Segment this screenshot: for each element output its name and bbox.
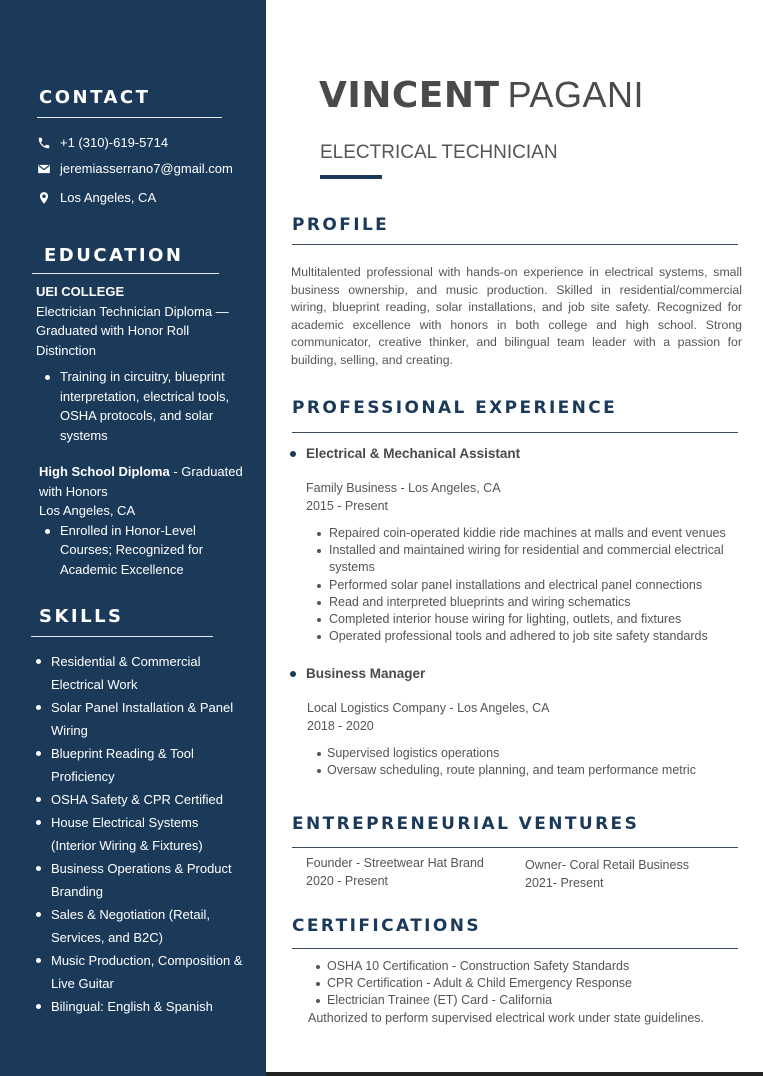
job-meta <box>290 480 750 515</box>
page-bottom-border <box>266 1072 763 1076</box>
profile-heading: PROFILE <box>292 215 390 235</box>
high-school-diploma: High School Diploma <box>39 464 170 479</box>
contact-location <box>37 190 156 205</box>
education-heading: EDUCATION <box>44 245 184 266</box>
high-school-bullets <box>36 521 244 580</box>
list-item: Operated professional tools and adhered to job site safety standards <box>290 628 750 645</box>
list-item: OSHA 10 Certification - Construction Safety Standards <box>290 958 750 975</box>
high-school-line <box>39 462 244 501</box>
list-item: Read and interpreted blueprints and wiring schematics <box>290 594 750 611</box>
high-school-details: - Graduated with Honors <box>39 464 243 499</box>
list-item: Completed interior house wiring for lighting, outlets, and fixtures <box>290 611 750 628</box>
job-entry <box>290 444 750 645</box>
profile-divider <box>292 244 738 245</box>
location-text: Los Angeles, CA <box>60 190 157 205</box>
skill-item: Music Production, Composition & Live Guitar <box>35 949 245 995</box>
skill-item: Residential & Commercial Electrical Work <box>35 650 245 696</box>
contact-heading: CONTACT <box>39 87 151 108</box>
list-item: Performed solar panel installations and electrical panel connections <box>290 577 750 594</box>
title-accent-bar <box>320 175 382 179</box>
education-divider <box>32 273 219 274</box>
job-company: Family Business - Los Angeles, CA <box>306 481 501 495</box>
job-meta <box>290 700 750 735</box>
venture-item <box>306 855 484 890</box>
last-name: PAGANI <box>507 74 644 115</box>
skills-heading: SKILLS <box>39 606 124 627</box>
job-dates: 2018 - 2020 <box>307 718 374 733</box>
job-title: Business Manager <box>290 664 750 684</box>
skill-item: House Electrical Systems (Interior Wiring & Fixtures) <box>35 811 245 857</box>
list-item: Supervised logistics operations <box>290 745 750 762</box>
first-name: VINCENT <box>319 75 500 116</box>
skill-item: Business Operations & Product Branding <box>35 857 245 903</box>
location-pin-icon <box>37 191 51 205</box>
skill-item: Bilingual: English & Spanish <box>35 995 245 1018</box>
certifications-heading: CERTIFICATIONS <box>292 916 482 936</box>
venture-role: Founder - Streetwear Hat Brand <box>306 856 484 870</box>
skill-item: OSHA Safety & CPR Certified <box>35 788 245 811</box>
job-title: ELECTRICAL TECHNICIAN <box>320 142 558 163</box>
list-item: CPR Certification - Adult & Child Emergency Response <box>290 975 750 992</box>
list-item: Enrolled in Honor-Level Courses; Recognized for Academic Excellence <box>36 521 244 580</box>
email-text: jeremiasserrano7@gmail.com <box>60 161 233 176</box>
experience-heading: PROFESSIONAL EXPERIENCE <box>292 398 618 418</box>
list-item: Training in circuitry, blueprint interpretation, electrical tools, OSHA protocols, and solar systems <box>36 367 242 445</box>
venture-item <box>525 857 689 892</box>
venture-dates: 2020 - Present <box>306 873 388 888</box>
ventures-divider <box>292 847 738 848</box>
certifications-list <box>290 958 750 1010</box>
list-item: Electrician Trainee (ET) Card - California <box>290 992 750 1009</box>
certification-note: Authorized to perform supervised electrical work under state guidelines. <box>308 1011 705 1025</box>
list-item: Repaired coin-operated kiddie ride machines at malls and event venues <box>290 525 750 542</box>
job-dates: 2015 - Present <box>306 498 388 513</box>
skills-list <box>35 650 245 1018</box>
venture-role: Owner- Coral Retail Business <box>525 858 689 872</box>
list-item: Oversaw scheduling, route planning, and team performance metric <box>290 762 750 779</box>
job-title: Electrical & Mechanical Assistant <box>290 444 750 464</box>
skill-item: Sales & Negotiation (Retail, Services, and B2C) <box>35 903 245 949</box>
high-school-location: Los Angeles, CA <box>39 503 136 518</box>
college-details: Electrician Technician Diploma — Graduated with Honor Roll Distinction <box>36 303 229 358</box>
job-entry <box>290 664 750 779</box>
job-bullets <box>290 745 750 779</box>
job-bullets <box>290 525 750 645</box>
main-content <box>266 0 763 1076</box>
contact-divider <box>37 117 222 118</box>
ventures-heading: ENTREPRENEURIAL VENTURES <box>292 814 640 834</box>
college-entry <box>36 282 242 445</box>
sidebar <box>0 0 266 1076</box>
college-name: UEI COLLEGE <box>36 284 125 299</box>
venture-dates: 2021- Present <box>525 875 604 890</box>
high-school-entry <box>39 462 244 579</box>
mail-icon <box>37 162 51 176</box>
list-item: Installed and maintained wiring for residential and commercial electrical systems <box>290 542 750 576</box>
job-company: Local Logistics Company - Los Angeles, CA <box>307 701 550 715</box>
phone-icon <box>37 136 51 150</box>
contact-phone <box>37 135 168 150</box>
skills-divider <box>31 636 213 637</box>
experience-divider <box>292 432 738 433</box>
skill-item: Blueprint Reading & Tool Proficiency <box>35 742 245 788</box>
skill-item: Solar Panel Installation & Panel Wiring <box>35 696 245 742</box>
profile-text: Multitalented professional with hands-on experience in electrical systems, small business ownership, and music production. Skilled in residential/commercial wiring, blueprint reading, solar installations, and job site safety. Recognized for academic excellence with honors in both college and high school. Strong communicator, creative thinker, and bilingual team leader with a passion for building, selling, and creating. <box>291 265 742 367</box>
full-name <box>319 74 644 116</box>
phone-text: +1 (310)-619-5714 <box>60 135 169 150</box>
certifications-divider <box>292 948 738 949</box>
contact-email <box>37 161 233 176</box>
college-bullets <box>36 367 242 445</box>
